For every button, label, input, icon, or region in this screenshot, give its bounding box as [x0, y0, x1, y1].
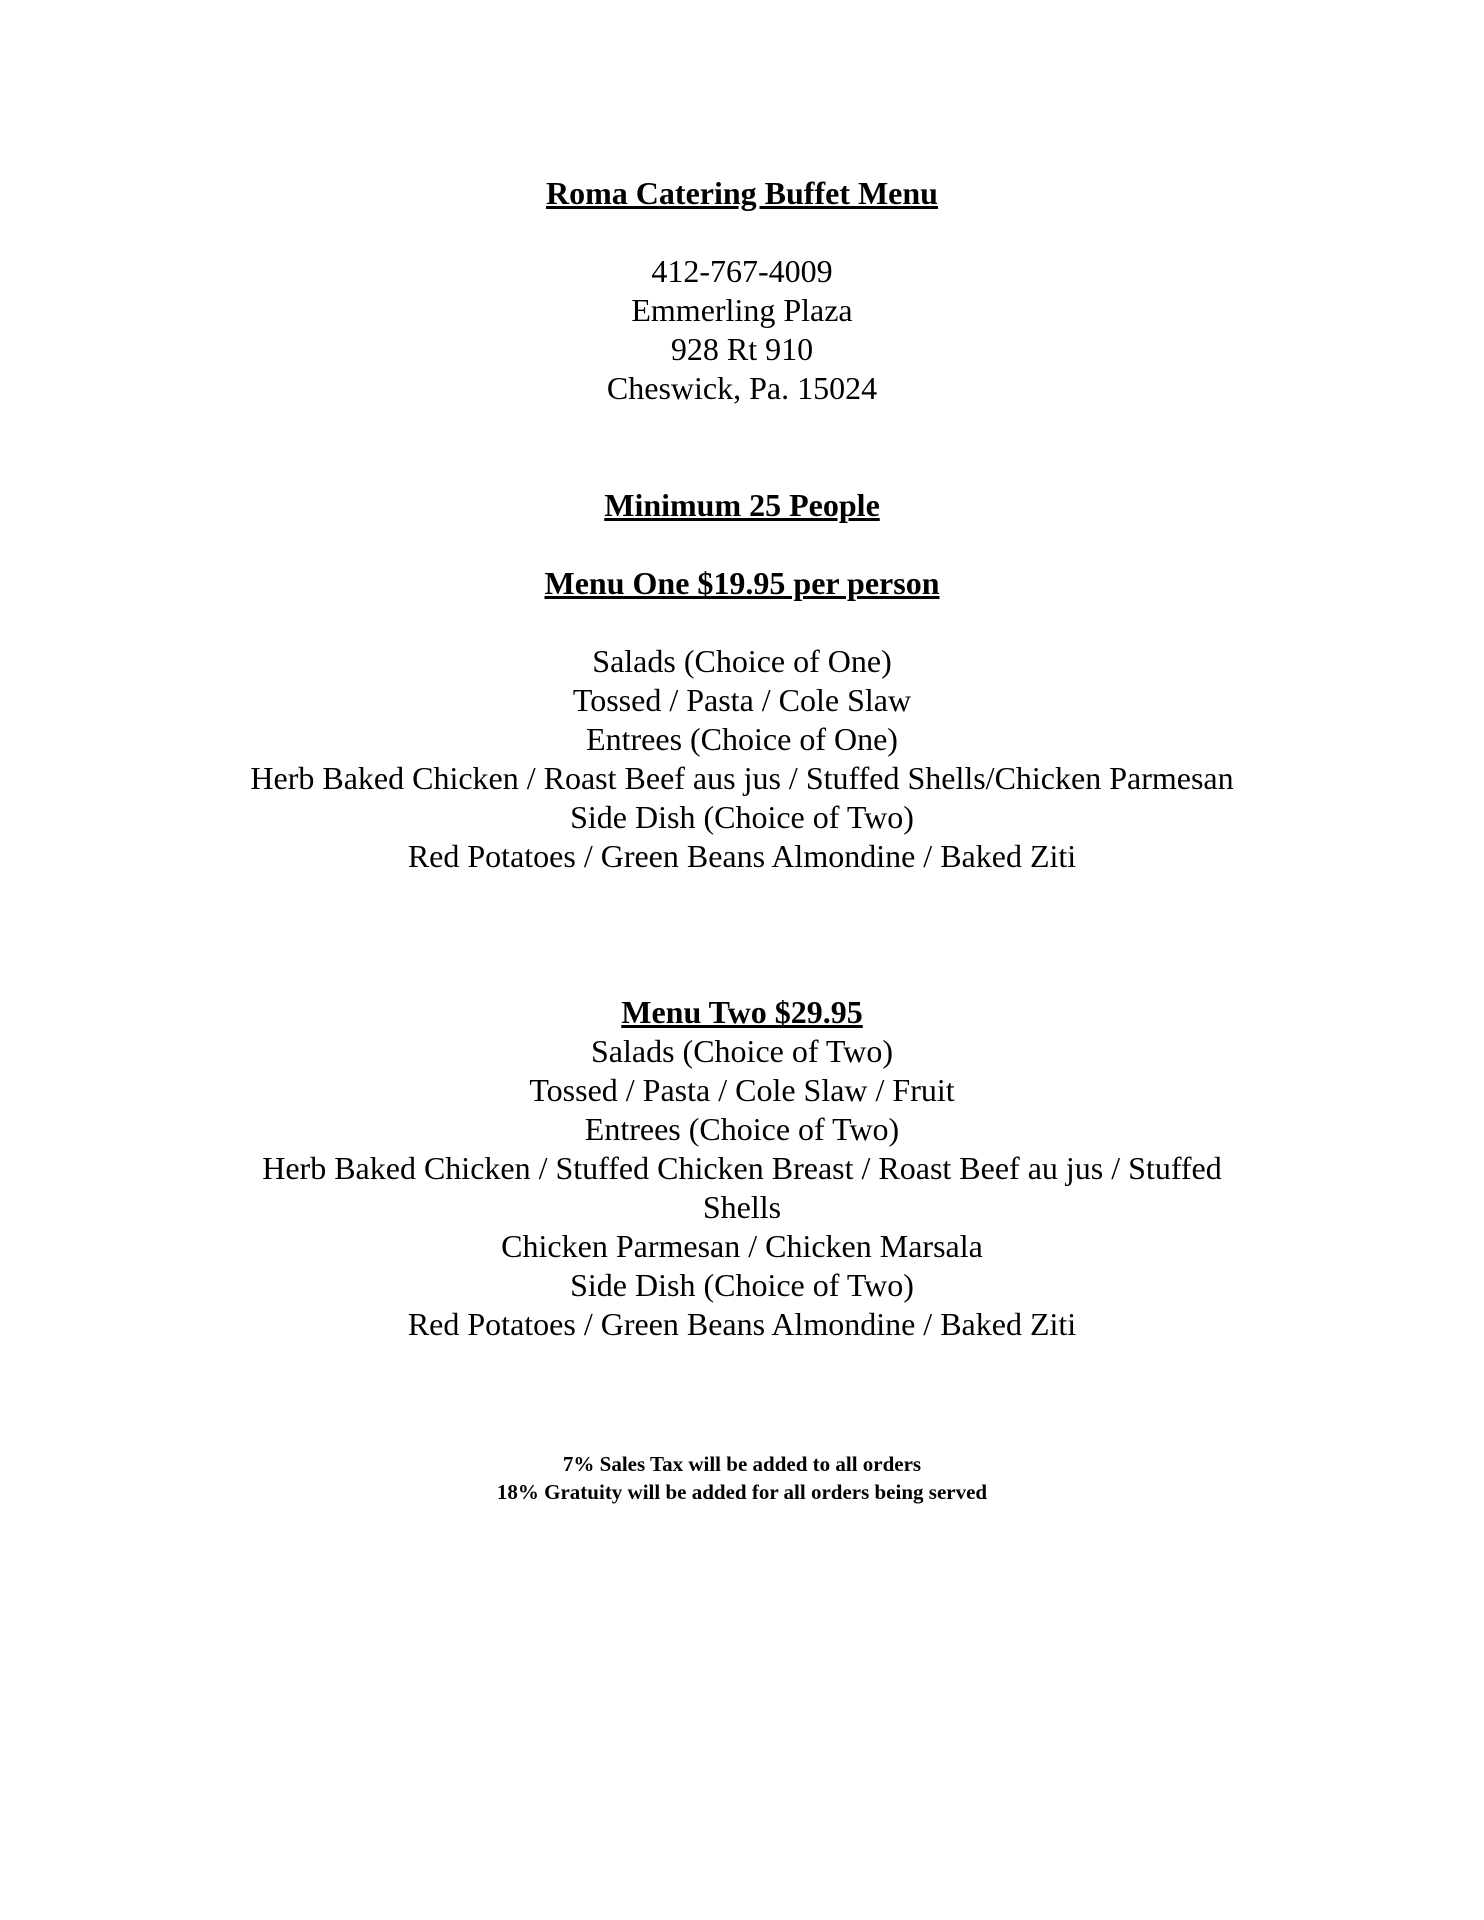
city-address: Cheswick, Pa. 15024: [606, 370, 878, 406]
menu-two-sides-items: Red Potatoes / Green Beans Almondine / Baked Ziti: [407, 1306, 1077, 1342]
menu-one-items: [0, 642, 1484, 876]
page-title: Roma Catering Buffet Menu: [546, 175, 938, 211]
contact-block: [0, 252, 1484, 408]
phone-number: 412-767-4009: [651, 253, 833, 289]
gratuity-note: 18% Gratuity will be added for all orders being served: [496, 1480, 988, 1504]
menu-one-sides-items: Red Potatoes / Green Beans Almondine / Baked Ziti: [407, 838, 1077, 874]
menu-one-heading-block: [0, 564, 1484, 603]
menu-one-heading: Menu One $19.95 per person: [544, 565, 940, 601]
menu-one-entrees-items: Herb Baked Chicken / Roast Beef aus jus / Stuffed Shells/Chicken Parmesan: [250, 760, 1234, 796]
menu-one-salads-items: Tossed / Pasta / Cole Slaw: [572, 682, 912, 718]
menu-two-heading: Menu Two $29.95: [621, 994, 863, 1030]
menu-two-entrees-items-2: Chicken Parmesan / Chicken Marsala: [501, 1228, 983, 1264]
sales-tax-note: 7% Sales Tax will be added to all orders: [562, 1452, 922, 1476]
title-block: [0, 174, 1484, 213]
menu-one-salads-label: Salads (Choice of One): [592, 643, 892, 679]
menu-two-entrees-label: Entrees (Choice of Two): [584, 1111, 900, 1147]
minimum-block: [0, 486, 1484, 525]
menu-two-salads-items: Tossed / Pasta / Cole Slaw / Fruit: [529, 1072, 955, 1108]
menu-two-entrees-items: Herb Baked Chicken / Stuffed Chicken Breast / Roast Beef au jus / Stuffed Shells: [262, 1150, 1222, 1225]
notes-block: [0, 1450, 1484, 1506]
menu-one-entrees-label: Entrees (Choice of One): [586, 721, 898, 757]
plaza-name: Emmerling Plaza: [631, 292, 853, 328]
menu-two-sides-label: Side Dish (Choice of Two): [570, 1267, 914, 1303]
menu-two-salads-label: Salads (Choice of Two): [591, 1033, 893, 1069]
menu-two-block: [0, 993, 1484, 1344]
minimum-people-heading: Minimum 25 People: [604, 487, 880, 523]
street-address: 928 Rt 910: [670, 331, 814, 367]
menu-one-sides-label: Side Dish (Choice of Two): [570, 799, 914, 835]
